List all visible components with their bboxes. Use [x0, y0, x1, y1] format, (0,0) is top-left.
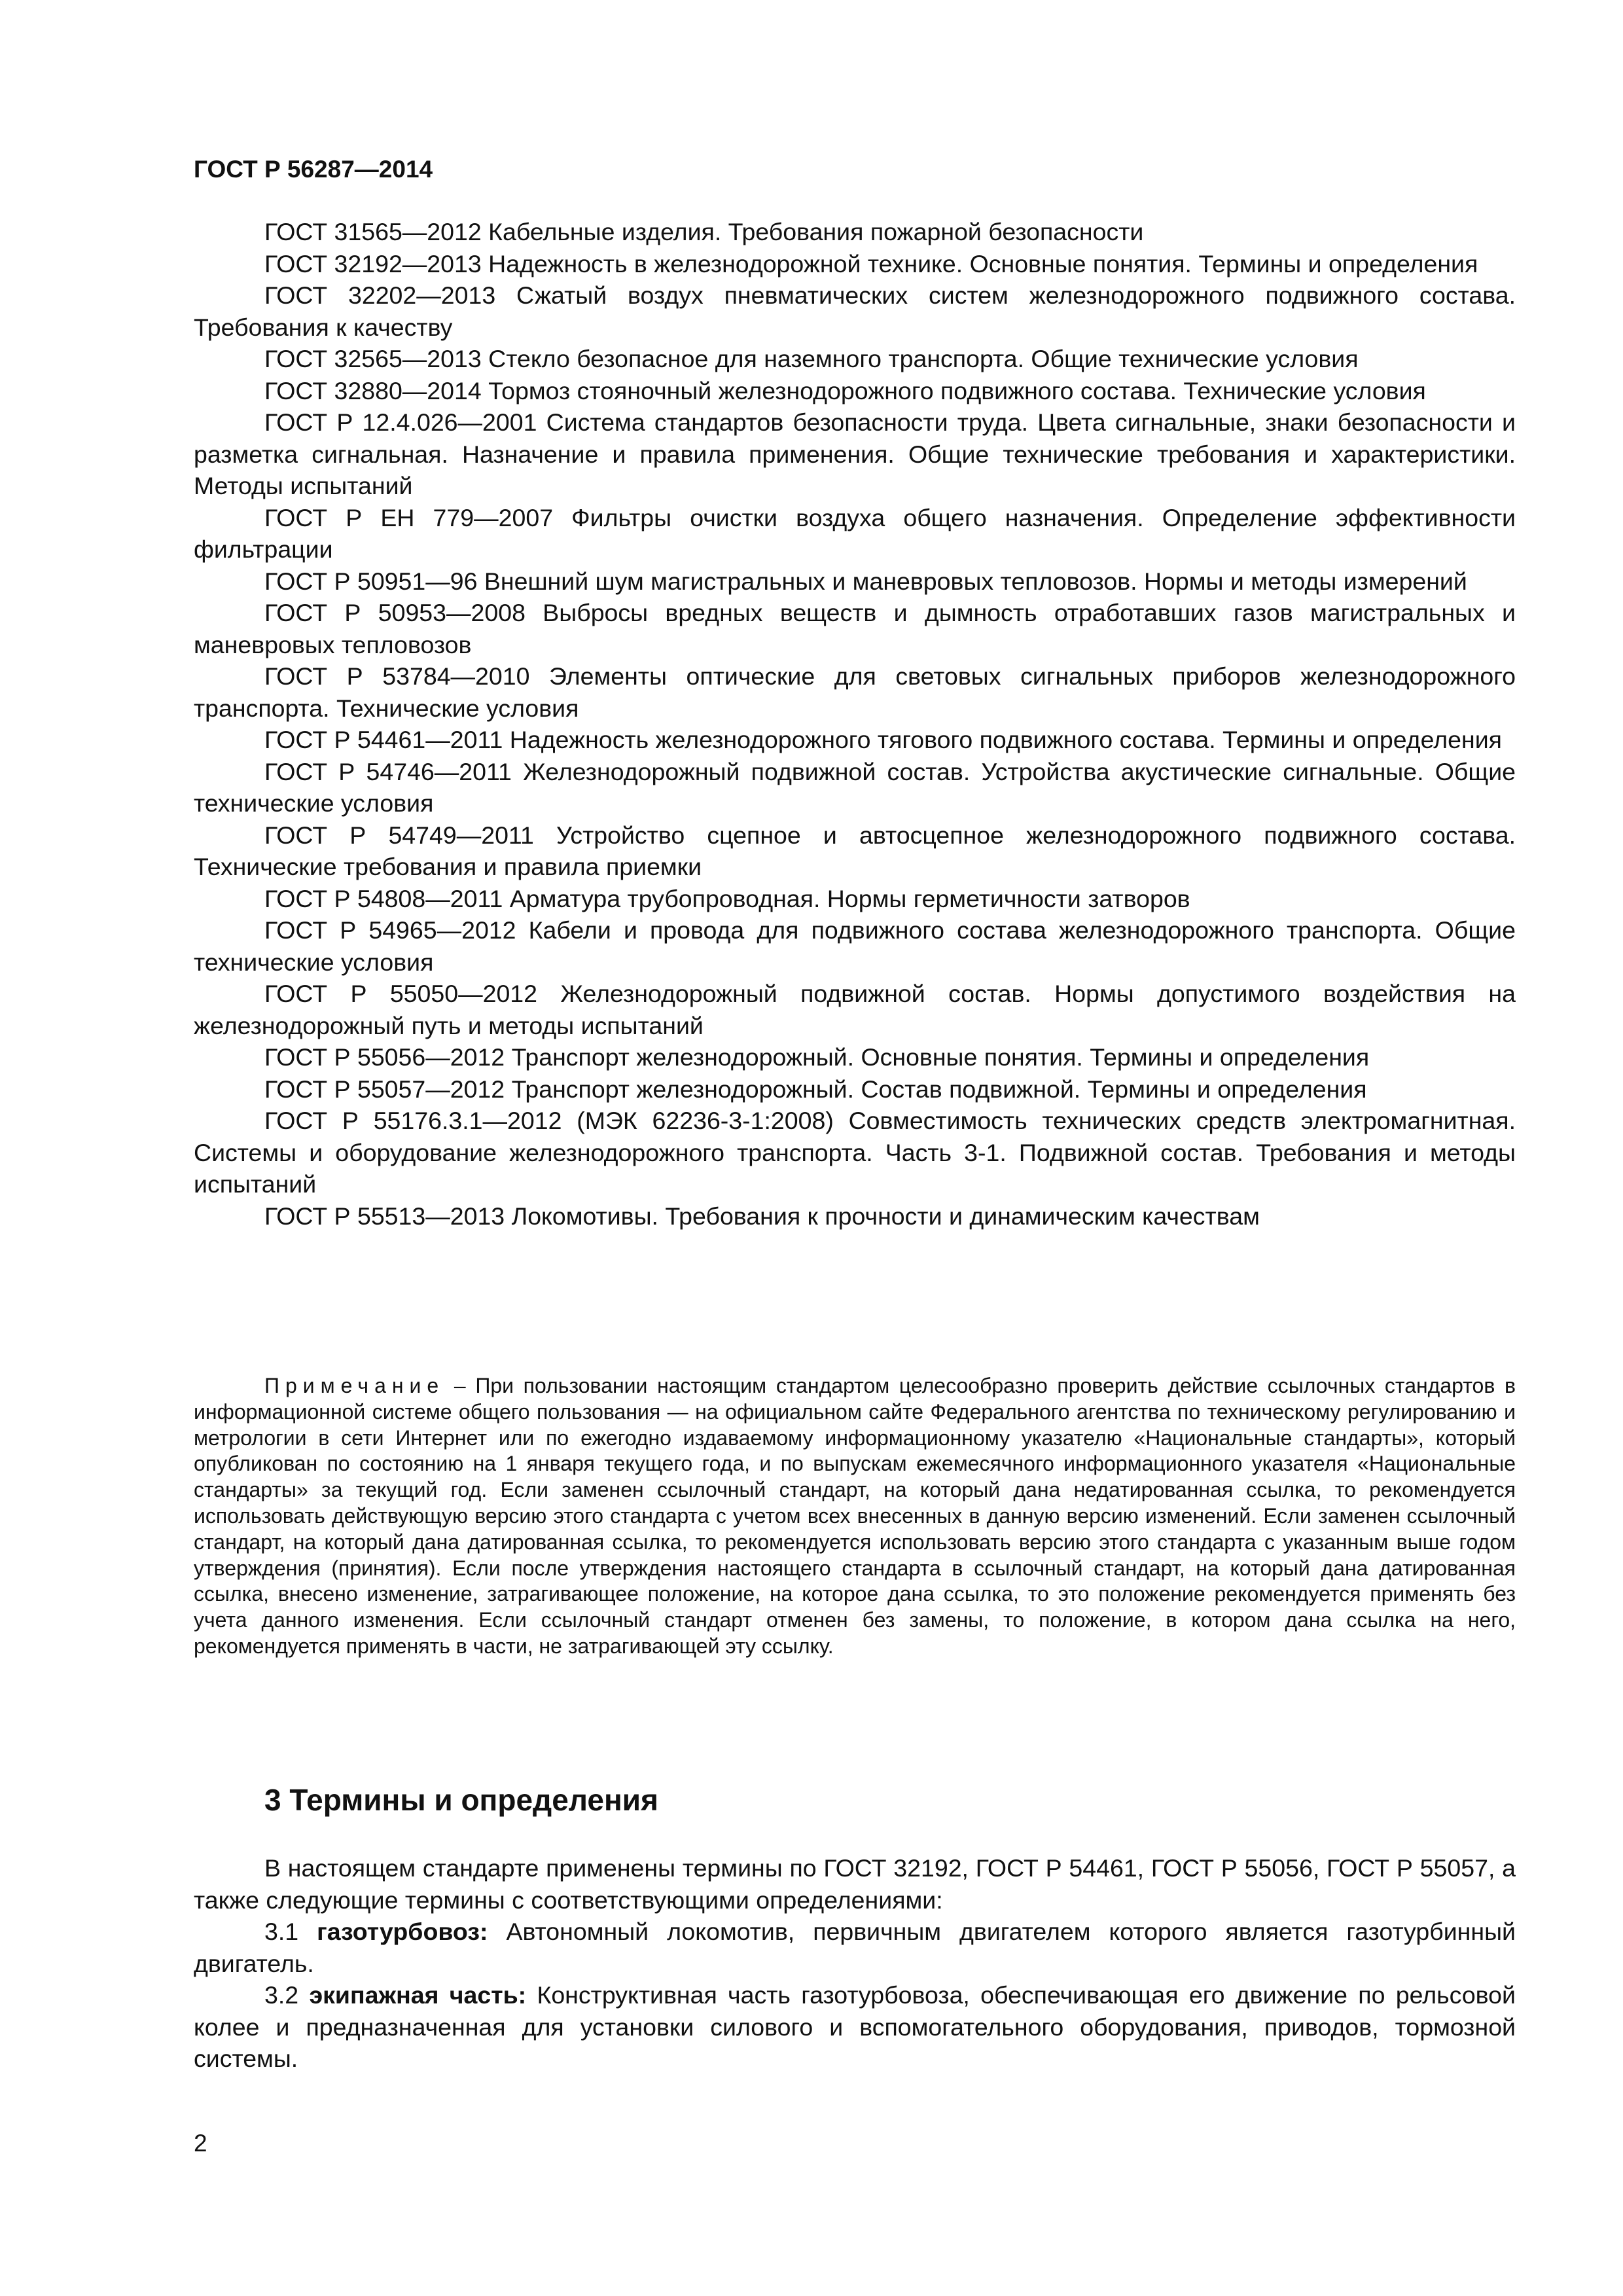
reference-item: ГОСТ Р 55513—2013 Локомотивы. Требования к прочности и динамическим качествам [264, 1202, 1260, 1230]
note-text: – При пользовании настоящим стандартом целесообразно проверить действие ссылочных стандартов в информационной системе общего пользования — на официальном сайте Федерального агентства по техническому регулированию и метрологии в сети Интернет или по ежегодно издаваемому информационному указателю «Национальные стандарты», который опубликован по состоянию на 1 января текущего года, и по выпускам ежемесячного информационного указателя «Национальные стандарты» за текущий год. Если заменен ссылочный стандарт, на который дана недатированная ссылка, то рекомендуется использовать действующую версию этого стандарта с учетом всех внесенных в данную версию изменений. Если заменен ссылочный стандарт, на который дана датированная ссылка, то рекомендуется использовать версию этого стандарта с указанным выше годом утверждения (принятия). Если после утверждения настоящего стандарта в ссылочный стандарт, на который дана датированная ссылка, внесено изменение, затрагивающее положение, на которое дана ссылка, то это положение рекомендуется применять без учета данного изменения. Если ссылочный стандарт отменен без замены, то положение, в котором дана ссылка на него, рекомендуется применять в части, не затрагивающей эту ссылку. [194, 1374, 1516, 1658]
terms-section-body [194, 1852, 1516, 2075]
term-entry [194, 1916, 1516, 1979]
reference-item: ГОСТ Р 54461—2011 Надежность железнодорожного тягового подвижного состава. Термины и определения [264, 726, 1502, 753]
note-paragraph [194, 1373, 1516, 1660]
page-number: 2 [194, 2130, 207, 2157]
reference-item: ГОСТ Р 53784—2010 Элементы оптические для световых сигнальных приборов железнодорожного транспорта. Технические условия [194, 662, 1516, 722]
section-title: 3 Термины и определения [264, 1783, 658, 1817]
reference-item: ГОСТ Р ЕН 779—2007 Фильтры очистки воздуха общего назначения. Определение эффективности фильтрации [194, 503, 1516, 563]
term-definition: Конструктивная часть газотурбовоза, обеспечивающая его движение по рельсовой колее и предназначенная для установки силового и вспомогательного оборудования, приводов, тормозной системы. [194, 1981, 1516, 2072]
reference-item: ГОСТ Р 55056—2012 Транспорт железнодорожный. Основные понятия. Термины и определения [264, 1043, 1370, 1071]
reference-item: ГОСТ Р 50953—2008 Выбросы вредных веществ и дымность отработавших газов магистральных и маневровых тепловозов [194, 599, 1516, 658]
term-name: газотурбовоз: [317, 1918, 488, 1945]
reference-item: ГОСТ 31565—2012 Кабельные изделия. Требования пожарной безопасности [264, 218, 1144, 245]
term-definition: Автономный локомотив, первичным двигателем которого является газотурбинный двигатель. [194, 1918, 1516, 1977]
reference-item: ГОСТ Р 50951—96 Внешний шум магистральных и маневровых тепловозов. Нормы и методы измерений [264, 567, 1467, 595]
reference-item: ГОСТ 32565—2013 Стекло безопасное для наземного транспорта. Общие технические условия [264, 345, 1359, 372]
reference-item: ГОСТ Р 55050—2012 Железнодорожный подвижной состав. Нормы допустимого воздействия на железнодорожный путь и методы испытаний [194, 980, 1516, 1039]
document-header: ГОСТ Р 56287—2014 [194, 156, 433, 183]
reference-item: ГОСТ Р 54808—2011 Арматура трубопроводная. Нормы герметичности затворов [264, 884, 1190, 912]
reference-item: ГОСТ Р 54749—2011 Устройство сцепное и автосцепное железнодорожного подвижного состава. Технические требования и правила приемки [194, 821, 1516, 880]
reference-item: ГОСТ Р 55176.3.1—2012 (МЭК 62236-3-1:2008) Совместимость технических средств электромагнитная. Системы и оборудование железнодорожного транспорта. Часть 3-1. Подвижной состав. Требования и методы испытаний [194, 1107, 1516, 1198]
reference-item: ГОСТ 32192—2013 Надежность в железнодорожной технике. Основные понятия. Термины и определения [264, 249, 1478, 278]
reference-item: ГОСТ Р 54746—2011 Железнодорожный подвижной состав. Устройства акустические сигнальные. Общие технические условия [194, 757, 1516, 817]
reference-item: ГОСТ 32202—2013 Сжатый воздух пневматических систем железнодорожного подвижного состава. Требования к качеству [194, 281, 1516, 341]
note-label: Примечание [264, 1374, 445, 1397]
reference-item: ГОСТ 32880—2014 Тормоз стояночный железнодорожного подвижного состава. Технические условия [264, 376, 1426, 404]
term-entry [194, 1979, 1516, 2075]
section-intro: В настоящем стандарте применены термины по ГОСТ 32192, ГОСТ Р 54461, ГОСТ Р 55056, ГОСТ Р 55057, а также следующие термины с соответствующими определениями: [194, 1854, 1516, 1914]
term-number: 3.2 [264, 1981, 310, 2009]
term-name: экипажная часть: [309, 1981, 527, 2009]
reference-item: ГОСТ Р 55057—2012 Транспорт железнодорожный. Состав подвижной. Термины и определения [264, 1075, 1367, 1103]
term-number: 3.1 [264, 1918, 317, 1945]
reference-item: ГОСТ Р 54965—2012 Кабели и провода для подвижного состава железнодорожного транспорта. Общие технические условия [194, 916, 1516, 976]
normative-references-list [194, 216, 1516, 1232]
reference-item: ГОСТ Р 12.4.026—2001 Система стандартов безопасности труда. Цвета сигнальные, знаки безопасности и разметка сигнальная. Назначение и правила применения. Общие технические требования и характеристики. Методы испытаний [194, 408, 1516, 499]
